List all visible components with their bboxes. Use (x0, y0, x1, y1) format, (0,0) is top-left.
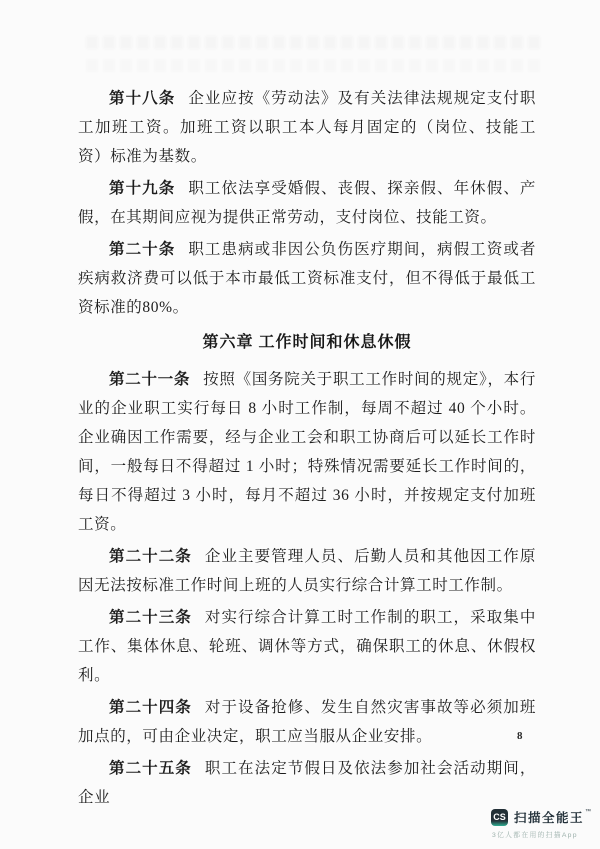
article-number: 第十八条 (109, 90, 176, 107)
article-text: 职工患病或非因公负伤医疗期间，病假工资或者疾病救济费可以低于本市最低工资标准支付，但不得低于最低工资标准的80%。 (78, 241, 536, 316)
article-text: 职工依法享受婚假、丧假、探亲假、年休假、产假，在其期间应视为提供正常劳动，支付岗位、技能工资。 (78, 180, 536, 226)
article-paragraph (78, 84, 536, 171)
article-text: 企业主要管理人员、后勤人员和其他因工作原因无法按标准工作时间上班的人员实行综合计算工时工作制。 (78, 548, 536, 594)
article-number: 第二十二条 (109, 548, 192, 565)
article-text: 企业应按《劳动法》及有关法律法规规定支付职工加班工资。加班工资以职工本人每月固定的（岗位、技能工资）标准为基数。 (78, 90, 536, 165)
scan-bleed-artifact (86, 36, 544, 49)
article-paragraph (78, 693, 536, 751)
camscanner-app-icon: CS (491, 809, 508, 826)
article-number: 第二十条 (109, 241, 176, 258)
article-text: 对实行综合计算工时工作制的职工，采取集中工作、集体休息、轮班、调休等方式，确保职工的休息、休假权利。 (78, 609, 536, 684)
camscanner-logo-row (491, 808, 591, 826)
article-number: 第二十一条 (109, 371, 191, 388)
article-number: 第十九条 (109, 180, 176, 197)
article-number: 第二十五条 (109, 760, 192, 777)
trademark-symbol: ™ (585, 809, 591, 815)
camscanner-title: 扫描全能王 (513, 811, 584, 825)
article-paragraph (78, 365, 536, 539)
article-text: 对于设备抢修、发生自然灾害事故等必须加班加点的，可由企业决定，职工应当服从企业安排。 (78, 699, 536, 745)
article-paragraph (78, 754, 536, 812)
scan-bleed-artifact (86, 59, 544, 72)
article-paragraph (78, 542, 536, 600)
article-paragraph (78, 174, 536, 232)
page-number: 8 (517, 730, 523, 742)
camscanner-subtitle: 3亿人都在用的扫描App (491, 832, 578, 839)
chapter-heading: 第六章 工作时间和休息休假 (202, 334, 412, 351)
camscanner-watermark (491, 808, 591, 839)
article-paragraph (78, 603, 536, 690)
document-body (78, 84, 536, 815)
article-text: 职工在法定节假日及依法参加社会活动期间，企业 (78, 760, 536, 806)
article-number: 第二十三条 (109, 609, 192, 626)
article-number: 第二十四条 (109, 699, 192, 716)
article-text: 按照《国务院关于职工工作时间的规定》，本行业的企业职工实行每日 8 小时工作制，每周不超过 40 个小时。企业确因工作需要，经与企业工会和职工协商后可以延长工作时间，一般每日不得超过 1 小时；特殊情况需要延长工作时间的，每日不得超过 3 小时，每月不超过 36 小时，并按规定支付加班工资。 (78, 371, 536, 533)
article-paragraph (78, 235, 536, 322)
